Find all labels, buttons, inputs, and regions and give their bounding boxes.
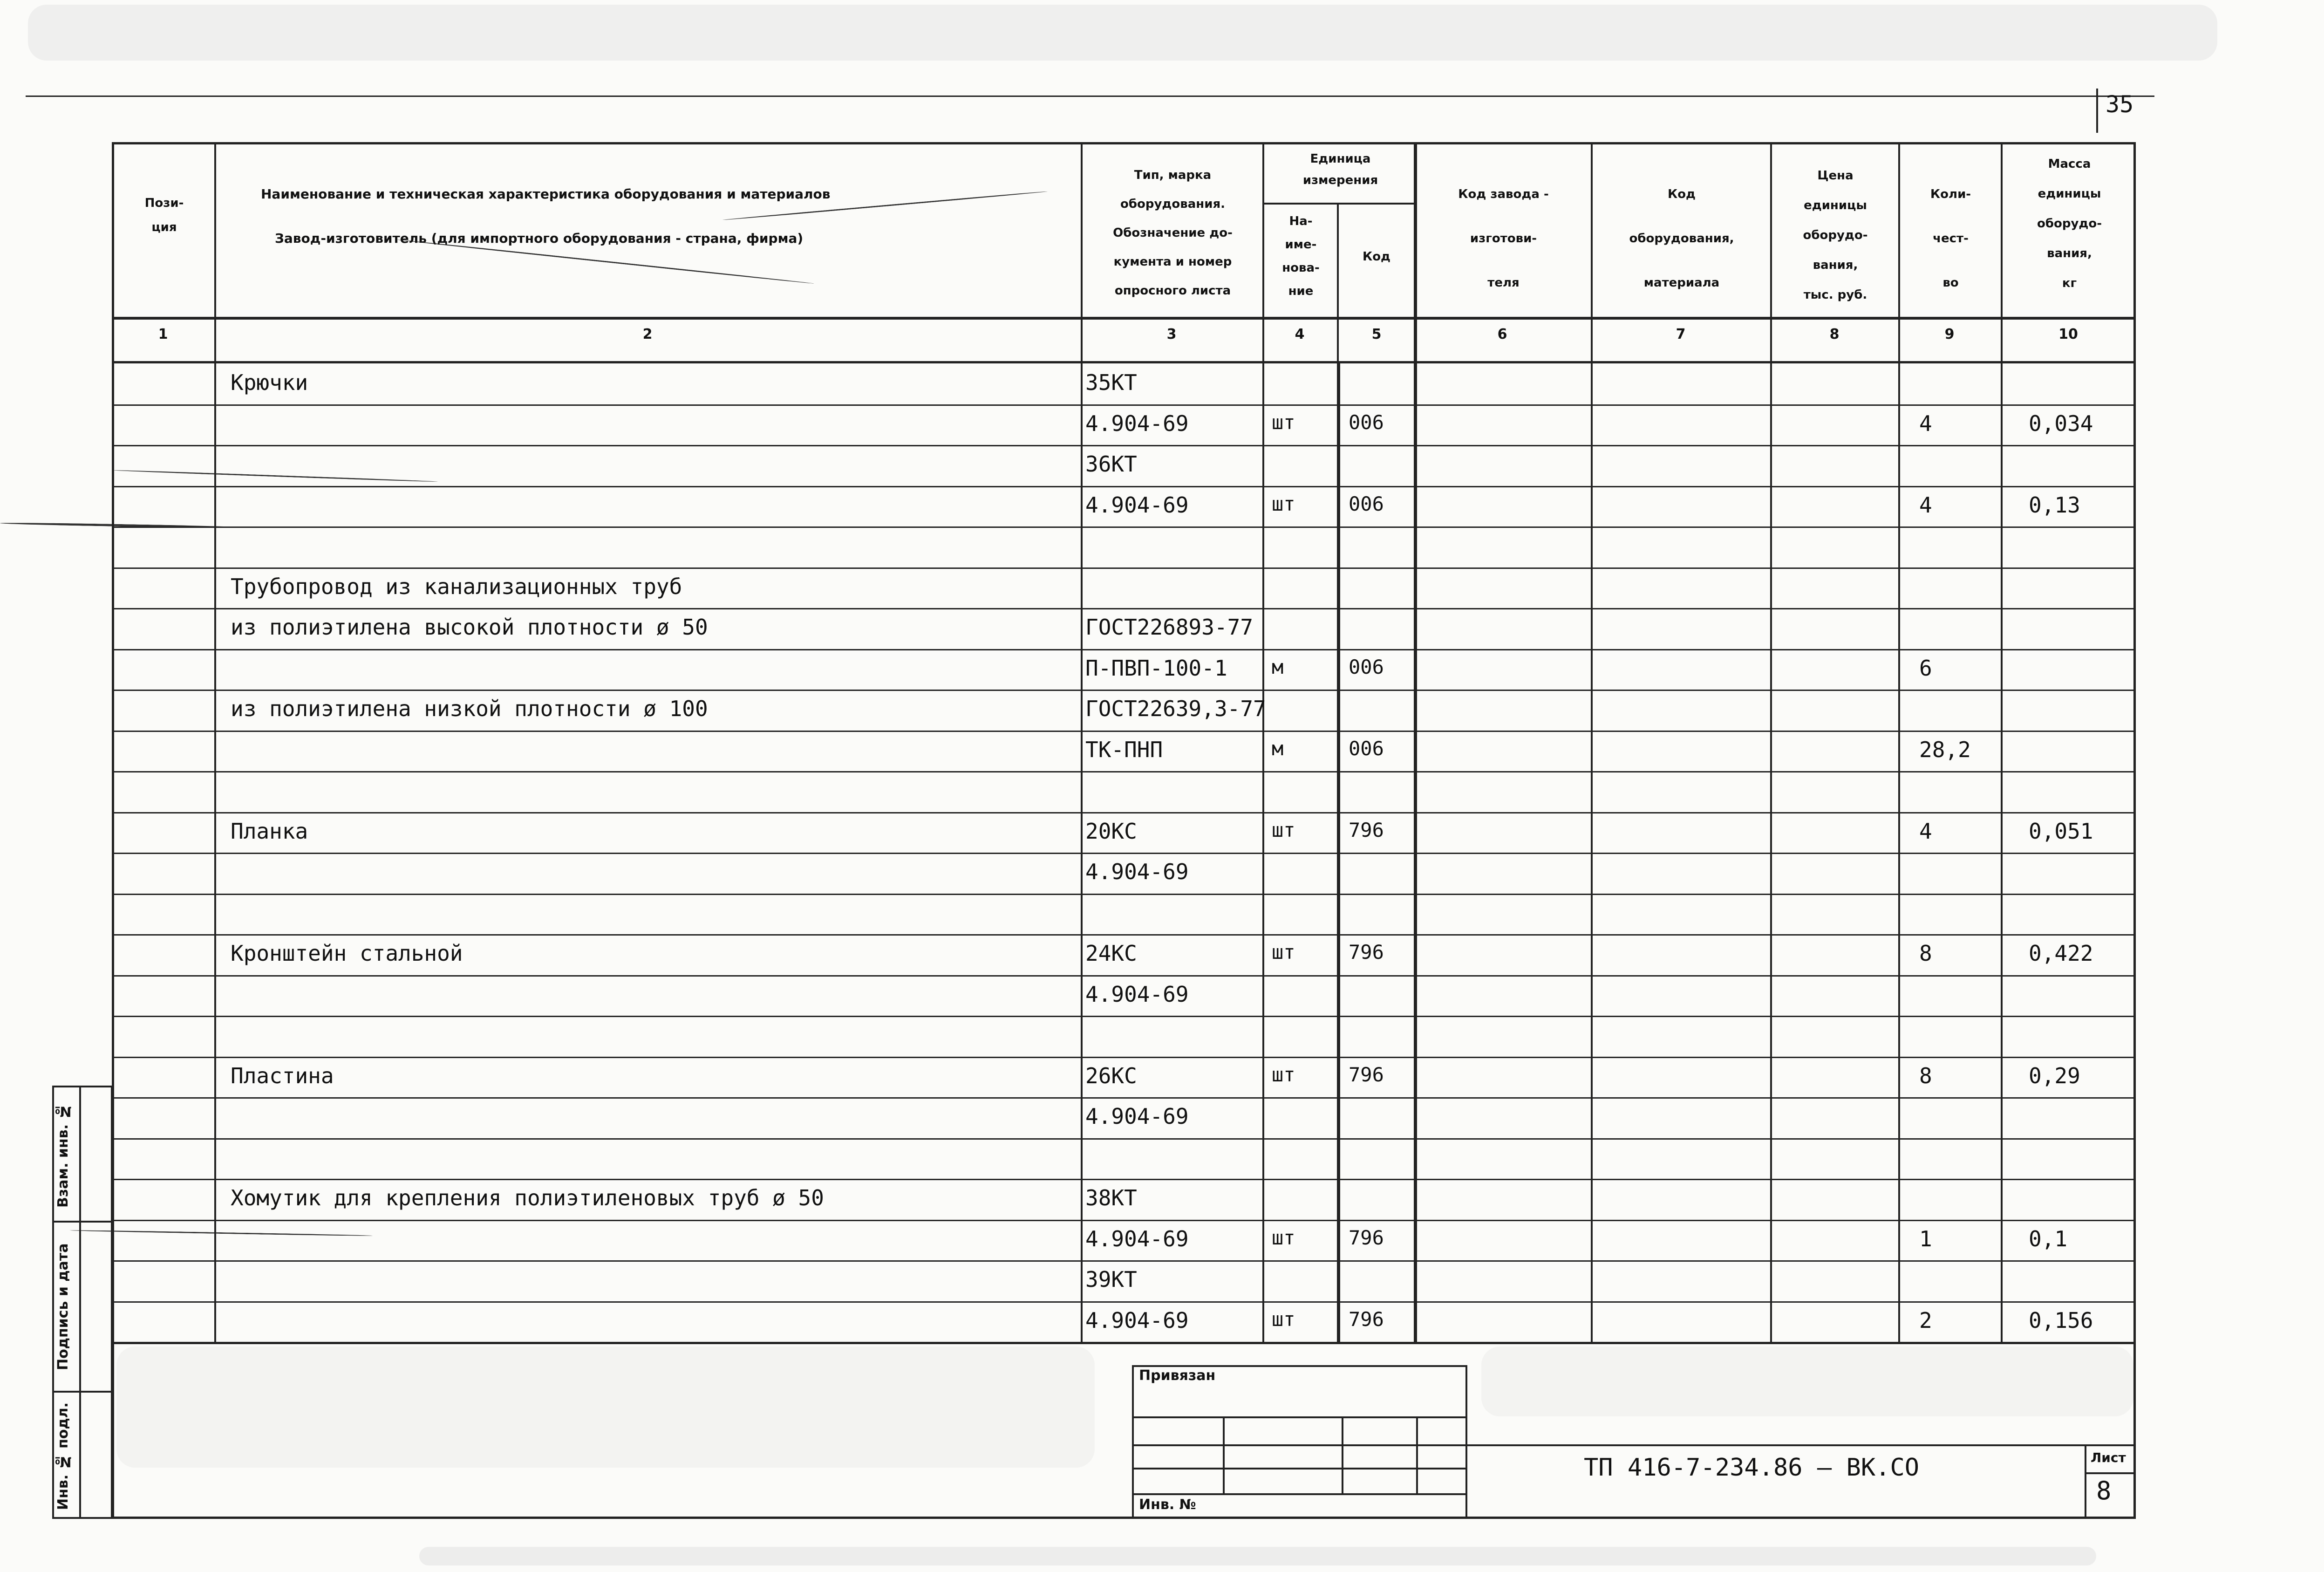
item-type-mark: 4.904-69 — [1085, 1226, 1189, 1251]
item-unit: шт — [1272, 941, 1295, 964]
column-number-8: 8 — [1829, 326, 1840, 342]
row-separator — [112, 812, 2136, 813]
item-unit-mass: 0,1 — [2029, 1226, 2068, 1251]
item-unit-mass: 0,156 — [2029, 1307, 2093, 1333]
item-quantity: 2 — [1919, 1307, 1932, 1333]
row-separator — [112, 853, 2136, 854]
col-divider-9 — [2001, 142, 2003, 1344]
item-unit: м — [1272, 655, 1284, 678]
column-number-10: 10 — [2058, 326, 2078, 342]
item-name: из полиэтилена низкой плотности ø 100 — [231, 696, 708, 721]
item-quantity: 4 — [1919, 818, 1932, 844]
item-type-mark: 39КТ — [1085, 1267, 1137, 1292]
item-unit-mass: 0,29 — [2029, 1063, 2080, 1088]
sheet-box-rule — [2085, 1472, 2136, 1474]
item-unit: шт — [1272, 818, 1295, 841]
item-name: Пластина — [231, 1063, 334, 1088]
item-type-mark: ГОСТ22639,3-77 — [1085, 696, 1266, 721]
header-bottom-rule — [112, 317, 2136, 320]
row-separator — [112, 1016, 2136, 1017]
item-unit-code: 006 — [1349, 655, 1384, 678]
item-type-mark: 4.904-69 — [1085, 859, 1189, 884]
row-separator — [112, 567, 2136, 569]
item-name: Трубопровод из канализационных труб — [231, 574, 682, 599]
col-divider-3 — [1262, 142, 1264, 1344]
page-number: 35 — [2106, 91, 2134, 118]
row-separator — [112, 608, 2136, 609]
col-divider-5 — [1414, 142, 1417, 1344]
side-label-vzam-inv: Взам. инв. № — [55, 1103, 71, 1208]
side-label-inv-podl: Инв. № подл. — [55, 1402, 71, 1510]
item-unit-code: 006 — [1349, 410, 1384, 434]
row-separator — [112, 1179, 2136, 1180]
column-number-4: 4 — [1295, 326, 1305, 342]
item-unit-code: 796 — [1349, 1226, 1384, 1249]
item-unit-mass: 0,034 — [2029, 410, 2093, 436]
top-rule — [26, 96, 2154, 97]
row-separator — [112, 1220, 2136, 1221]
item-type-mark: 20КС — [1085, 818, 1137, 844]
privyazan-rule-4 — [1132, 1493, 1467, 1495]
item-quantity: 4 — [1919, 410, 1932, 436]
row-separator — [112, 404, 2136, 406]
item-quantity: 8 — [1919, 1063, 1932, 1088]
privyazan-col-3 — [1416, 1416, 1418, 1493]
privyazan-col-2 — [1342, 1416, 1343, 1493]
item-type-mark: ГОСТ226893-77 — [1085, 615, 1254, 640]
col-divider-8 — [1898, 142, 1900, 1344]
column-number-9: 9 — [1944, 326, 1955, 342]
item-name: Кронштейн стальной — [231, 941, 463, 966]
column-number-6: 6 — [1497, 326, 1507, 342]
sheet-label: Лист — [2091, 1450, 2126, 1465]
row-separator — [112, 1138, 2136, 1140]
item-unit-code: 796 — [1349, 941, 1384, 964]
inv-no-label: Инв. № — [1139, 1497, 1196, 1513]
item-type-mark: П-ПВП-100-1 — [1085, 655, 1227, 681]
header-position: Пози- ция — [144, 196, 184, 234]
column-number-5: 5 — [1371, 326, 1382, 342]
row-separator — [112, 690, 2136, 691]
item-unit-mass: 0,422 — [2029, 941, 2093, 966]
row-separator — [112, 1301, 2136, 1303]
item-name: Крючки — [231, 370, 308, 395]
header-unit-group: Единица измерения — [1302, 152, 1378, 187]
header-equipment-code: Код оборудования, материала — [1629, 187, 1734, 290]
row-separator — [112, 975, 2136, 977]
col-divider-2 — [1081, 142, 1083, 1344]
item-quantity: 1 — [1919, 1226, 1932, 1251]
column-number-1: 1 — [158, 326, 168, 342]
item-unit-code: 006 — [1349, 492, 1384, 515]
unit-group-rule — [1262, 203, 1416, 205]
item-type-mark: 4.904-69 — [1085, 981, 1189, 1007]
item-unit: шт — [1272, 1226, 1295, 1249]
scan-noise-bottom — [419, 1547, 2096, 1565]
item-type-mark: 36КТ — [1085, 451, 1137, 477]
row-separator — [112, 731, 2136, 732]
item-quantity: 8 — [1919, 941, 1932, 966]
item-unit-code: 796 — [1349, 1063, 1384, 1086]
col-divider-4 — [1337, 203, 1339, 363]
item-quantity: 4 — [1919, 492, 1932, 518]
item-name: Планка — [231, 818, 308, 844]
item-type-mark: 35КТ — [1085, 370, 1137, 395]
header-unit-mass: Масса единицы оборудо- вания, кг — [2037, 157, 2102, 290]
header-type-mark: Тип, марка оборудования. Обозначение до- кумента и номер опросного листа — [1113, 168, 1233, 298]
table-body-bottom-rule — [112, 1342, 2136, 1344]
side-stamp-rule-1 — [52, 1221, 113, 1223]
privyazan-col-1 — [1223, 1416, 1225, 1493]
row-separator — [112, 771, 2136, 772]
sheet-number: 8 — [2096, 1476, 2112, 1505]
header-name-line2: Завод-изготовитель (для импортного оборудования - страна, фирма) — [275, 231, 804, 246]
header-unit-price: Цена единицы оборудо- вания, тыс. руб. — [1803, 169, 1868, 302]
row-separator — [112, 934, 2136, 936]
item-quantity: 28,2 — [1919, 737, 1971, 762]
page-number-divider — [2096, 89, 2098, 133]
item-quantity: 6 — [1919, 655, 1932, 681]
item-type-mark: 4.904-69 — [1085, 492, 1189, 518]
header-quantity: Коли- чест- во — [1930, 187, 1971, 290]
item-unit: шт — [1272, 1063, 1295, 1086]
header-unit-name: На- име- нова- ние — [1282, 214, 1320, 298]
column-number-7: 7 — [1676, 326, 1686, 342]
colnum-bottom-rule — [112, 361, 2136, 363]
item-unit-mass: 0,051 — [2029, 818, 2093, 844]
privyazan-label: Привязан — [1139, 1367, 1216, 1384]
row-separator — [112, 526, 2136, 528]
item-unit-mass: 0,13 — [2029, 492, 2080, 518]
item-unit: м — [1272, 737, 1284, 760]
column-number-2: 2 — [642, 326, 653, 342]
column-number-3: 3 — [1166, 326, 1177, 342]
header-unit-code: Код — [1362, 250, 1391, 264]
item-unit-code: 796 — [1349, 818, 1384, 841]
document-code: ТП 416-7-234.86 — ВК.СО — [1584, 1454, 1920, 1482]
row-separator — [112, 1260, 2136, 1262]
side-stamp-rule-2 — [52, 1391, 113, 1393]
row-separator — [112, 1097, 2136, 1099]
item-type-mark: 4.904-69 — [1085, 1307, 1189, 1333]
item-unit: шт — [1272, 1307, 1295, 1331]
header-name-line1: Наименование и техническая характеристика оборудования и материалов — [261, 186, 831, 202]
header-factory-code: Код завода - изготови- теля — [1458, 187, 1549, 290]
item-type-mark: ТК-ПНП — [1085, 737, 1163, 762]
row-separator — [112, 894, 2136, 895]
item-unit: шт — [1272, 492, 1295, 515]
col-divider-1 — [214, 142, 216, 1344]
scan-noise-top — [28, 5, 2217, 61]
item-type-mark: 24КС — [1085, 941, 1137, 966]
item-type-mark: 26КС — [1085, 1063, 1137, 1088]
col-divider-6 — [1591, 142, 1593, 1344]
side-stamp-divider — [79, 1086, 81, 1519]
row-separator — [112, 649, 2136, 650]
side-label-podpis-data: Подпись и дата — [55, 1243, 71, 1371]
item-name: Хомутик для крепления полиэтиленовых труб ø 50 — [231, 1185, 824, 1210]
row-separator — [112, 1057, 2136, 1058]
item-type-mark: 4.904-69 — [1085, 1104, 1189, 1129]
col-divider-7 — [1770, 142, 1772, 1344]
item-unit-code: 796 — [1349, 1307, 1384, 1331]
row-separator — [112, 445, 2136, 446]
item-name: из полиэтилена высокой плотности ø 50 — [231, 615, 708, 640]
row-separator — [112, 486, 2136, 487]
item-type-mark: 4.904-69 — [1085, 410, 1189, 436]
title-block-top-rule — [1467, 1444, 2136, 1446]
item-unit: шт — [1272, 410, 1295, 434]
item-type-mark: 38КТ — [1085, 1185, 1137, 1210]
item-unit-code: 006 — [1349, 737, 1384, 760]
